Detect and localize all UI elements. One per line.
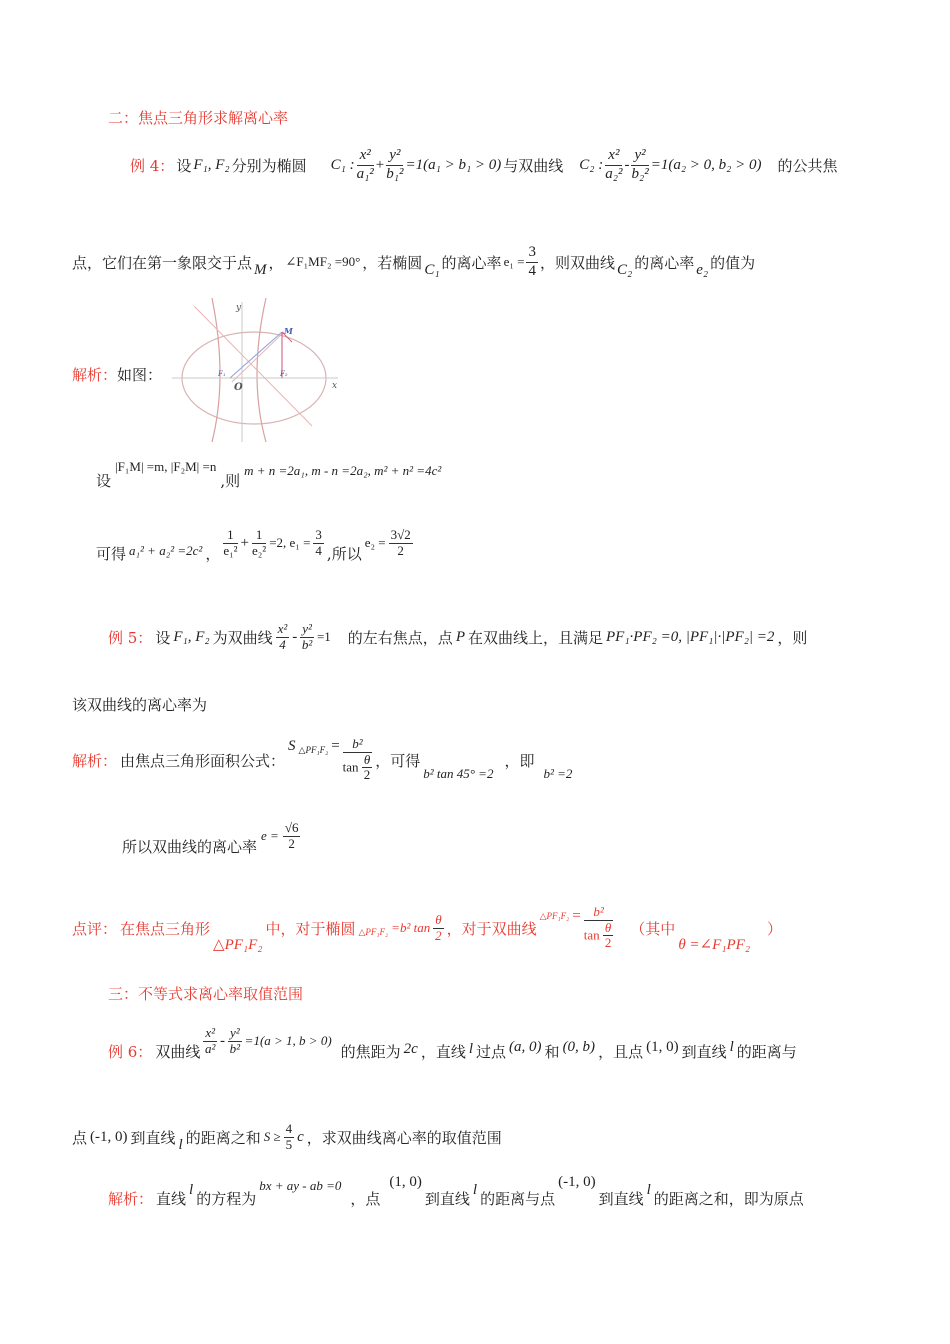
den bbox=[584, 921, 614, 952]
frac-y2-b22 bbox=[631, 147, 648, 183]
math-s-subscript: △PF₁F₂ bbox=[298, 744, 329, 755]
math-point-0b: (0, b) bbox=[562, 1038, 596, 1055]
text: ，且点 bbox=[598, 1042, 644, 1061]
text: 可得 bbox=[96, 544, 127, 563]
math-condition: =1(a > 1, b > 0) bbox=[244, 1033, 332, 1048]
label-y: y bbox=[236, 303, 242, 313]
math-s-geq: S ≥ bbox=[263, 1129, 281, 1144]
frac-y2-b12 bbox=[386, 147, 403, 183]
text: 的焦距为 bbox=[340, 1042, 401, 1061]
num: y² bbox=[302, 620, 312, 636]
math-e1-value: =2, e₁ = bbox=[269, 535, 311, 550]
solution-6-line-1 bbox=[108, 1170, 804, 1210]
math-triangle: △PF₁F₂ bbox=[213, 936, 263, 953]
math-point-m: M bbox=[254, 261, 267, 278]
frac-theta-2 bbox=[603, 921, 613, 952]
op: - bbox=[292, 628, 298, 645]
frac-b2-tan-red bbox=[584, 905, 614, 952]
text: ） bbox=[767, 919, 783, 938]
text: ， bbox=[268, 253, 284, 272]
text: 的离心率 bbox=[441, 253, 502, 272]
text: 双曲线 bbox=[155, 1042, 201, 1061]
section-heading-2: 二：焦点三角形求解离心率 bbox=[108, 109, 289, 127]
frac-1-e22 bbox=[252, 528, 266, 559]
den: 2 bbox=[397, 542, 404, 558]
frac-3-4 bbox=[526, 244, 538, 280]
text: ，若椭圆 bbox=[362, 253, 423, 272]
solution-4-line-2 bbox=[96, 518, 413, 568]
solution-4-line-1 bbox=[96, 455, 441, 491]
den: b² bbox=[229, 1040, 241, 1056]
num: x² bbox=[205, 1024, 215, 1040]
tan: tan bbox=[342, 758, 359, 774]
op: - bbox=[624, 156, 630, 173]
num: √6 bbox=[284, 819, 299, 835]
ellipse-hyperbola-figure bbox=[172, 296, 342, 442]
frac-x2-a22 bbox=[605, 147, 622, 183]
math-s-subscript: △PF₁F₂ bbox=[539, 910, 570, 921]
text: 到直线 bbox=[424, 1189, 470, 1208]
num: 1 bbox=[252, 528, 266, 544]
math-2c: 2c bbox=[403, 1040, 418, 1057]
math-angle: ∠F₁MF₂ =90° bbox=[285, 254, 361, 269]
text: 如图： bbox=[117, 366, 163, 384]
op: - bbox=[220, 1032, 225, 1049]
math-c2-condition: =1(a₂ > 0, b₂ > 0) bbox=[650, 156, 762, 173]
text: （其中 bbox=[630, 919, 676, 938]
tan: tan bbox=[583, 926, 600, 942]
text: 的公共焦 bbox=[777, 156, 838, 175]
text: ，则双曲线 bbox=[539, 253, 615, 272]
num: θ bbox=[435, 911, 442, 927]
frac-theta-2 bbox=[362, 753, 372, 784]
example-6-label: 例 6： bbox=[108, 1042, 153, 1061]
text: 的左右焦点，点 bbox=[347, 628, 453, 647]
num: y² bbox=[386, 147, 403, 165]
math-foci: F₁, F₂ bbox=[173, 628, 210, 645]
text: 直线 bbox=[156, 1189, 187, 1208]
solution-6-label: 解析： bbox=[108, 1189, 154, 1208]
den: b₁² bbox=[386, 165, 404, 182]
math-eq1: b² tan 45° =2 bbox=[423, 766, 494, 781]
num: 4 bbox=[285, 1120, 293, 1136]
text: 所以双曲线的离心率 bbox=[122, 837, 258, 856]
text: 的距离之和，即为原点 bbox=[653, 1189, 804, 1208]
num: b² bbox=[584, 905, 614, 921]
example-4-line-2 bbox=[72, 240, 755, 284]
text: ,所以 bbox=[326, 544, 362, 563]
den: 4 bbox=[528, 262, 536, 279]
math-set: |F₁M| =m, |F₂M| =n bbox=[115, 459, 217, 474]
math-s-subscript: △PF₁F₂ bbox=[358, 926, 389, 937]
math-c2-label: C₂ bbox=[616, 261, 633, 278]
solution-4-intro bbox=[72, 364, 162, 385]
frac-theta-2 bbox=[433, 913, 443, 944]
op: = bbox=[331, 737, 340, 754]
math-e2: e₂ bbox=[696, 261, 709, 278]
op: + bbox=[240, 534, 249, 551]
math-c1: C₁ : bbox=[330, 156, 355, 173]
den: b² bbox=[301, 636, 313, 652]
text: ，点 bbox=[350, 1189, 381, 1208]
num: b² bbox=[343, 737, 373, 753]
math-point-neg10: (-1, 0) bbox=[90, 1128, 128, 1145]
example-4-line-1 bbox=[130, 140, 838, 190]
text: 点 bbox=[72, 1128, 88, 1147]
solution-4-label: 解析： bbox=[72, 366, 118, 384]
math-l: l bbox=[646, 1181, 651, 1198]
den: 4 bbox=[279, 636, 286, 652]
op: =1 bbox=[316, 629, 331, 644]
frac-r6-2 bbox=[283, 821, 301, 852]
text: 的值为 bbox=[710, 253, 756, 272]
frac-x2-a2 bbox=[203, 1026, 217, 1057]
example-4-label: 例 4： bbox=[130, 156, 175, 175]
math-equations: m + n =2a₁, m - n =2a₂, m² + n² =4c² bbox=[244, 463, 442, 478]
text: 在焦点三角形 bbox=[120, 919, 211, 938]
den: e₁² bbox=[223, 542, 238, 558]
math-point-10: (1, 0) bbox=[389, 1173, 422, 1190]
math-s: S bbox=[288, 737, 296, 754]
num: y² bbox=[230, 1024, 240, 1040]
text: ，可得 bbox=[375, 751, 421, 770]
num: y² bbox=[631, 147, 648, 165]
math-c1-condition: =1(a₁ > b₁ > 0) bbox=[405, 156, 502, 173]
text: 点，它们在第一象限交于点 bbox=[72, 253, 253, 272]
text: 到直线 bbox=[598, 1189, 644, 1208]
den: a² bbox=[204, 1040, 216, 1056]
den: a₁² bbox=[356, 165, 374, 182]
text: 由焦点三角形面积公式： bbox=[120, 751, 286, 770]
math-point-neg10: (-1, 0) bbox=[558, 1173, 596, 1190]
math-l: l bbox=[178, 1136, 183, 1153]
den bbox=[343, 753, 373, 784]
text: ，即 bbox=[504, 751, 535, 770]
text: 设 bbox=[155, 628, 171, 647]
text: 设 bbox=[176, 156, 192, 175]
text: 为双曲线 bbox=[212, 628, 273, 647]
frac-x2-4 bbox=[276, 622, 290, 653]
text: 分别为椭圆 bbox=[231, 156, 307, 175]
label-f2: F₂ bbox=[280, 370, 288, 378]
text: ，直线 bbox=[420, 1042, 466, 1061]
op: = bbox=[572, 907, 581, 924]
math-theta: θ =∠F₁PF₂ bbox=[678, 936, 751, 953]
den: 2 bbox=[363, 767, 371, 783]
text: ，对于双曲线 bbox=[446, 919, 537, 938]
den: a₂² bbox=[605, 165, 623, 182]
num: x² bbox=[357, 147, 374, 165]
math-c1-label: C₁ bbox=[424, 261, 440, 278]
text: ,则 bbox=[220, 472, 241, 490]
text: 的距离与点 bbox=[480, 1189, 556, 1208]
num: 3 bbox=[526, 244, 538, 262]
text: 和 bbox=[544, 1042, 560, 1061]
math-c2: C₂ : bbox=[579, 156, 604, 173]
num: 1 bbox=[223, 528, 237, 544]
den: b₂² bbox=[631, 165, 649, 182]
text: 中，对于椭圆 bbox=[265, 919, 356, 938]
label-m: M bbox=[284, 326, 293, 336]
text: 的距离之和 bbox=[185, 1128, 261, 1147]
frac-y2-b2 bbox=[300, 622, 314, 653]
math-e2-value: e₂ = bbox=[364, 535, 386, 550]
example-5-line-2: 该双曲线的离心率为 bbox=[72, 696, 208, 714]
num: θ bbox=[604, 919, 612, 935]
math-point-p: P bbox=[455, 628, 465, 645]
frac-1-e12 bbox=[223, 528, 237, 559]
math-sum-squares: a₁² + a₂² =2c² bbox=[129, 543, 203, 558]
comment-label: 点评： bbox=[72, 919, 118, 938]
math-l: l bbox=[729, 1038, 734, 1055]
math-point-10: (1, 0) bbox=[646, 1038, 679, 1055]
den: 5 bbox=[285, 1136, 293, 1152]
comment-line bbox=[72, 893, 782, 963]
text: 的距离与 bbox=[736, 1042, 797, 1061]
math-l: l bbox=[472, 1181, 478, 1198]
num: θ bbox=[363, 751, 371, 767]
text: ，则 bbox=[777, 628, 808, 647]
label-f1: F₁ bbox=[218, 370, 226, 378]
math-line-equation: bx + ay - ab =0 bbox=[259, 1178, 342, 1193]
frac-3-4b bbox=[313, 528, 324, 559]
frac-b2-tan bbox=[343, 737, 373, 784]
frac-3r2-2 bbox=[389, 528, 413, 559]
math-c: c bbox=[297, 1128, 304, 1145]
solution-5-line-2 bbox=[122, 812, 300, 860]
text: 过点 bbox=[476, 1042, 507, 1061]
text: 到直线 bbox=[681, 1042, 727, 1061]
example-5-label: 例 5： bbox=[108, 628, 153, 647]
math-ellipse-area: =b² tan bbox=[391, 920, 431, 935]
text: 的方程为 bbox=[196, 1189, 257, 1208]
text: 在双曲线上，且满足 bbox=[467, 628, 603, 647]
frac-x2-a12 bbox=[357, 147, 374, 183]
text: ， bbox=[205, 544, 221, 563]
den: 2 bbox=[435, 927, 442, 943]
solution-5-label: 解析： bbox=[72, 751, 118, 770]
num: x² bbox=[605, 147, 622, 165]
math-e1: e₁ = bbox=[503, 254, 525, 269]
den: 2 bbox=[288, 835, 295, 851]
text: 的离心率 bbox=[634, 253, 695, 272]
den: 4 bbox=[315, 542, 322, 558]
den: e₂² bbox=[252, 542, 267, 558]
frac-y2-b2 bbox=[228, 1026, 242, 1057]
den: 2 bbox=[604, 935, 612, 951]
math-point-a0: (a, 0) bbox=[509, 1038, 542, 1055]
math-foci: F₁, F₂ bbox=[193, 156, 230, 173]
example-6-line-2 bbox=[72, 1112, 502, 1162]
label-origin: O bbox=[234, 382, 243, 393]
math-l: l bbox=[468, 1040, 474, 1057]
example-6-line-1 bbox=[108, 1016, 797, 1066]
text: ，求双曲线离心率的取值范围 bbox=[306, 1128, 502, 1147]
example-5-line-1 bbox=[108, 612, 807, 662]
num: 3 bbox=[315, 526, 322, 542]
op: + bbox=[375, 156, 385, 173]
num: x² bbox=[277, 620, 288, 636]
section-heading-3: 三：不等式求离心率取值范围 bbox=[108, 985, 304, 1003]
label-x: x bbox=[332, 381, 338, 391]
math-condition: PF₁·PF₂ =0, |PF₁|·|PF₂| =2 bbox=[606, 628, 775, 645]
text: 到直线 bbox=[130, 1128, 176, 1147]
frac-4-5 bbox=[284, 1122, 295, 1153]
math-e: e = bbox=[261, 828, 279, 843]
math-l: l bbox=[189, 1181, 194, 1198]
num: 3√2 bbox=[390, 526, 411, 542]
text: 与双曲线 bbox=[503, 156, 564, 175]
solution-5-line-1 bbox=[72, 728, 572, 792]
math-eq2: b² =2 bbox=[543, 766, 573, 781]
text: 设 bbox=[96, 472, 112, 490]
